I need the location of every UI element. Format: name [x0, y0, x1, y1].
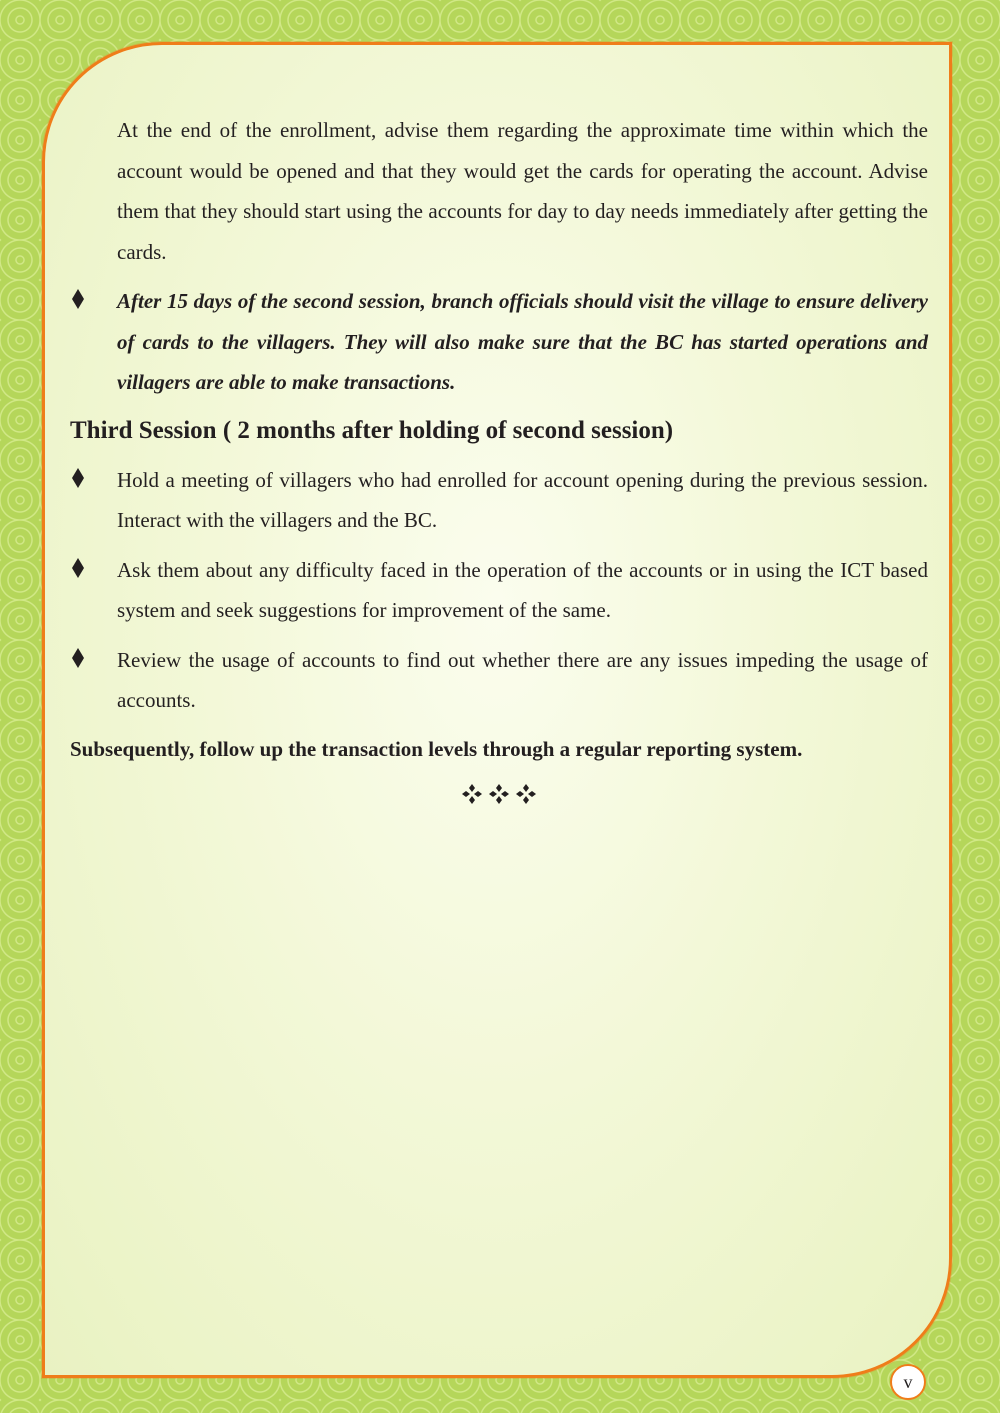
bullet-item-followup: [70, 281, 928, 403]
closing-statement: Subsequently, follow up the transaction levels through a regular reporting system.: [70, 736, 803, 761]
four-diamond-ornament-icon: [459, 783, 539, 805]
bullet-text: After 15 days of the second session, branch officials should visit the village to ensure delivery of cards to the villagers. They will also make sure that the BC has started operations and villagers are able to make transactions.: [117, 289, 928, 394]
diamond-bullet-icon: [72, 281, 84, 322]
diamond-bullet-icon: [72, 550, 84, 591]
bullet-item: [70, 460, 928, 541]
bullet-text: Ask them about any difficulty faced in the operation of the accounts or in using the ICT based system and seek suggestions for improvement of the same.: [117, 557, 928, 622]
ornament-divider: [70, 783, 928, 807]
bullet-text: Hold a meeting of villagers who had enrolled for account opening during the previous session. Interact with the villagers and the BC.: [117, 467, 928, 532]
page-content: [70, 110, 928, 807]
section-heading: Third Session ( 2 months after holding of second session): [70, 416, 674, 444]
page-number: v: [890, 1364, 926, 1400]
diamond-bullet-icon: [72, 460, 84, 501]
bullet-text: Review the usage of accounts to find out whether there are any issues impeding the usage of accounts.: [117, 647, 928, 712]
bullet-item: [70, 550, 928, 631]
bullet-item: [70, 640, 928, 721]
diamond-bullet-icon: [72, 640, 84, 681]
intro-paragraph: At the end of the enrollment, advise them regarding the approximate time within which the account would be opened and that they would get the cards for operating the account. Advise them that they should start using the accounts for day to day needs immediately after getting the cards.: [117, 118, 928, 264]
